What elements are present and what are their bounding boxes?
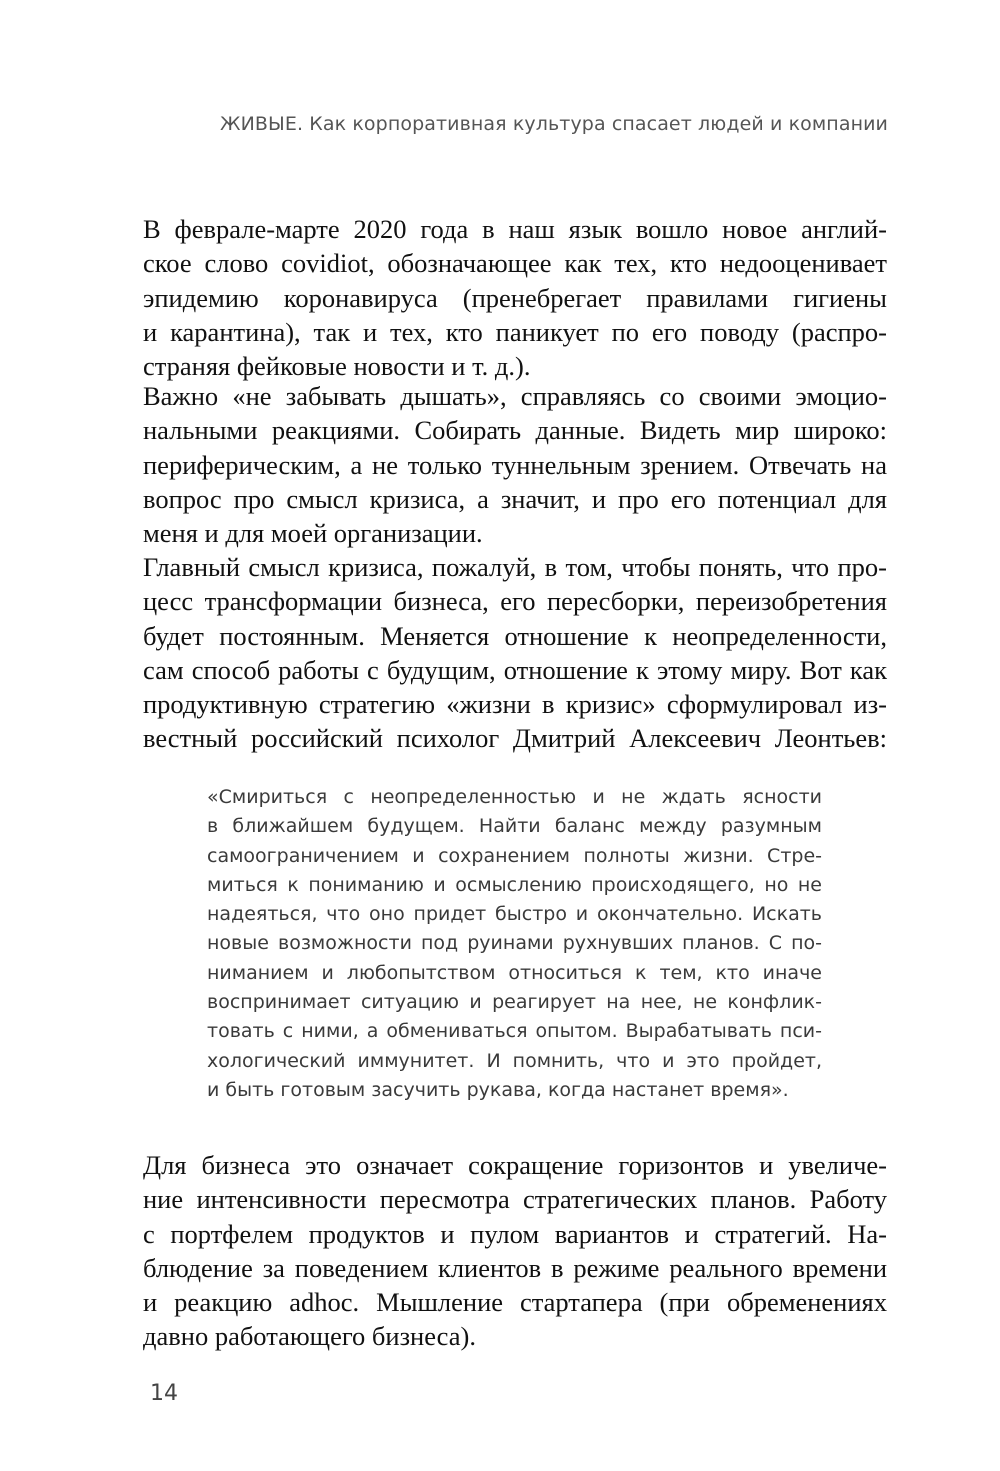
running-header: ЖИВЫЕ. Как корпоративная культура спасает людей и компании: [220, 113, 888, 135]
text-line: цесс трансформации бизнеса, его пересборки, переизобретения: [143, 586, 887, 617]
text-line: нальными реакциями. Собирать данные. Видеть мир широко:: [143, 415, 887, 446]
text-line: с портфелем продуктов и пулом вариантов и стратегий. На-: [143, 1218, 887, 1249]
text-line: Для бизнеса это означает сокращение горизонтов и увеличе-: [143, 1150, 887, 1180]
quote-line: и быть готовым засучить рукава, когда настанет время».: [207, 1078, 789, 1101]
text-line: давно работающего бизнеса).: [143, 1321, 476, 1352]
text-line: Важно «не забывать дышать», справляясь со своими эмоцио-: [143, 381, 887, 411]
text-line: и карантина), так и тех, кто паникует по его поводу (распро-: [143, 316, 887, 347]
quote-line: самоограничением и сохранением полноты жизни. Стре-: [207, 844, 822, 867]
block-quote: [207, 783, 822, 1105]
quote-line: в ближайшем будущем. Найти баланс между разумным: [207, 815, 822, 838]
paragraph-2: [143, 379, 887, 550]
text-line: меня и для моей организации.: [143, 518, 483, 549]
closing-paragraph: [143, 1148, 887, 1354]
quote-line: надеяться, что оно придет быстро и окончательно. Искать: [207, 903, 822, 926]
text-line: страняя фейковые новости и т. д.).: [143, 351, 531, 382]
text-line: блюдение за поведением клиентов в режиме реального времени: [143, 1252, 887, 1283]
text-line: будет постоянным. Меняется отношение к неопределенности,: [143, 620, 887, 651]
quote-line: ниманием и любопытством относиться к тем, кто иначе: [207, 961, 822, 984]
text-line: Главный смысл кризиса, пожалуй, в том, чтобы понять, что про-: [143, 552, 887, 582]
quote-line: новые возможности под руинами рухнувших планов. С по-: [207, 932, 822, 955]
quote-line: воспринимает ситуацию и реагирует на нее, не конфлик-: [207, 991, 822, 1014]
text-line: продуктивную стратегию «жизни в кризис» сформулировал из-: [143, 689, 887, 720]
page-number: 14: [150, 1381, 178, 1406]
text-line: сам способ работы с будущим, отношение к этому миру. Вот как: [143, 654, 887, 685]
quote-line: миться к пониманию и осмыслению происходящего, но не: [207, 873, 822, 896]
text-line: вестный российский психолог Дмитрий Алексеевич Леонтьев:: [143, 723, 887, 754]
paragraph-3: [143, 550, 887, 756]
text-line: эпидемию коронавируса (пренебрегает правилами гигиены: [143, 282, 887, 313]
quote-line: товать с ними, а обмениваться опытом. Вырабатывать пси-: [207, 1020, 822, 1043]
text-line: ское слово covidiot, обозначающее как тех, кто недооценивает: [143, 248, 887, 279]
text-line: периферическим, а не только туннельным зрением. Отвечать на: [143, 449, 887, 480]
text-line: вопрос про смысл кризиса, а значит, и про его потенциал для: [143, 483, 887, 514]
text-line: и реакцию adhoc. Мышление стартапера (при обременениях: [143, 1287, 887, 1318]
paragraph-1: [143, 212, 887, 383]
text-line: ние интенсивности пересмотра стратегических планов. Работу: [143, 1184, 887, 1215]
quote-line: «Смириться с неопределенностью и не ждать ясности: [207, 786, 822, 808]
quote-line: хологический иммунитет. И помнить, что и это пройдет,: [207, 1049, 822, 1072]
text-line: В феврале-марте 2020 года в наш язык вошло новое англий-: [143, 214, 887, 244]
